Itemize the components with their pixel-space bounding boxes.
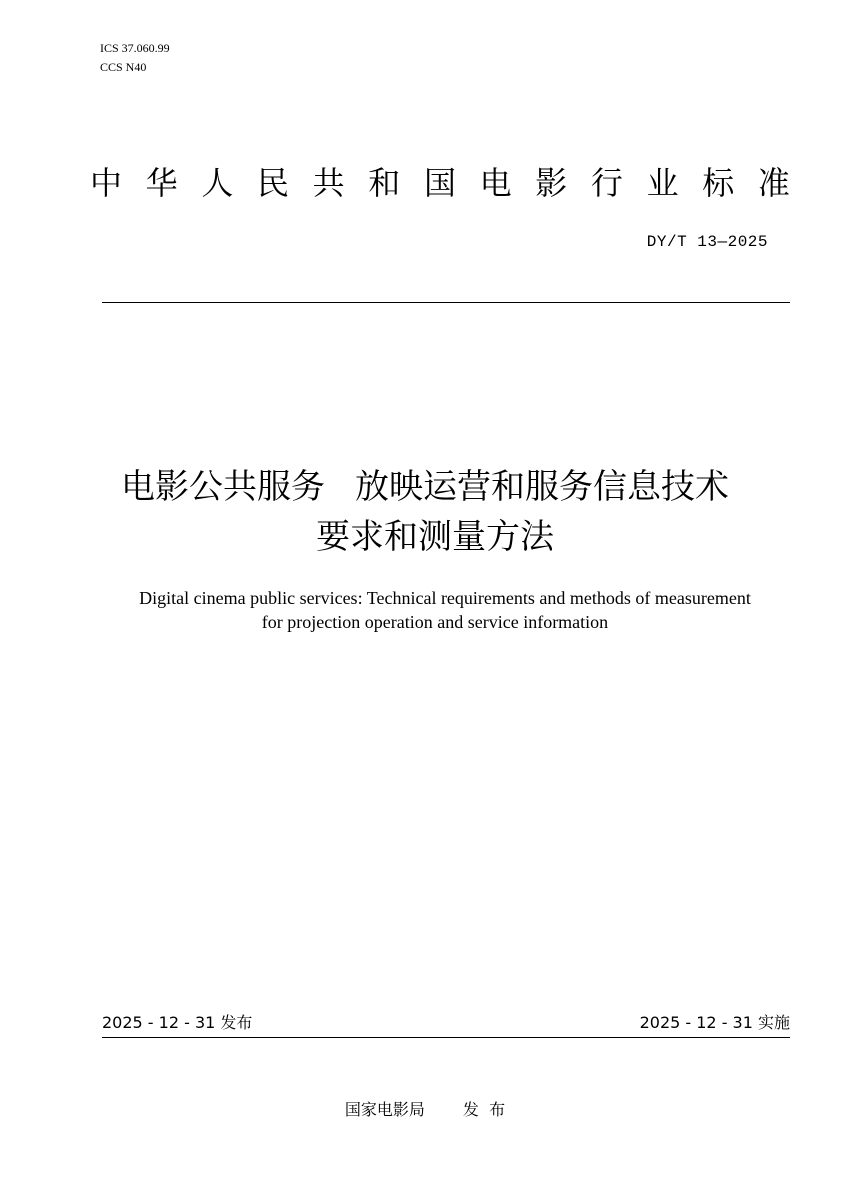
standard-title-char: 业 <box>646 164 679 202</box>
issue-date: 2025 - 12 - 31 发布 <box>102 1013 253 1032</box>
publisher-action: 发 布 <box>462 1100 506 1119</box>
chinese-title-part-2: 放映运营和服务信息技术 <box>355 467 729 507</box>
english-title-line-1: Digital cinema public services: Technical requirements and methods of measurement <box>139 588 751 608</box>
standard-title-char: 中 <box>90 164 123 202</box>
standard-title-char: 行 <box>590 164 623 202</box>
english-title-line-2: for projection operation and service information <box>261 612 609 632</box>
standard-category-title <box>90 163 790 203</box>
standard-number: DY/T 13—2025 <box>646 233 768 251</box>
footer-divider <box>102 1037 790 1038</box>
chinese-title-line-1 <box>60 462 790 512</box>
ics-code: ICS 37.060.99 <box>100 41 170 55</box>
standard-title-char: 标 <box>702 164 735 202</box>
publisher-line <box>0 1099 850 1121</box>
standard-title-char: 准 <box>757 164 790 202</box>
header-divider <box>102 302 790 303</box>
publisher-name: 国家电影局 <box>344 1100 425 1119</box>
standard-title-char: 国 <box>423 164 456 202</box>
standard-title-char: 影 <box>535 164 568 202</box>
chinese-title-line-2: 要求和测量方法 <box>316 517 554 557</box>
standard-title-char: 华 <box>145 164 178 202</box>
chinese-title-part-1: 电影公共服务 <box>121 467 325 507</box>
standard-title-char: 和 <box>368 164 401 202</box>
ccs-code: CCS N40 <box>100 60 147 74</box>
standard-title-char: 电 <box>479 164 512 202</box>
standard-title-char: 民 <box>256 164 289 202</box>
standard-title-char: 共 <box>312 164 345 202</box>
standard-title-char: 人 <box>201 164 234 202</box>
implementation-date: 2025 - 12 - 31 实施 <box>639 1013 790 1032</box>
